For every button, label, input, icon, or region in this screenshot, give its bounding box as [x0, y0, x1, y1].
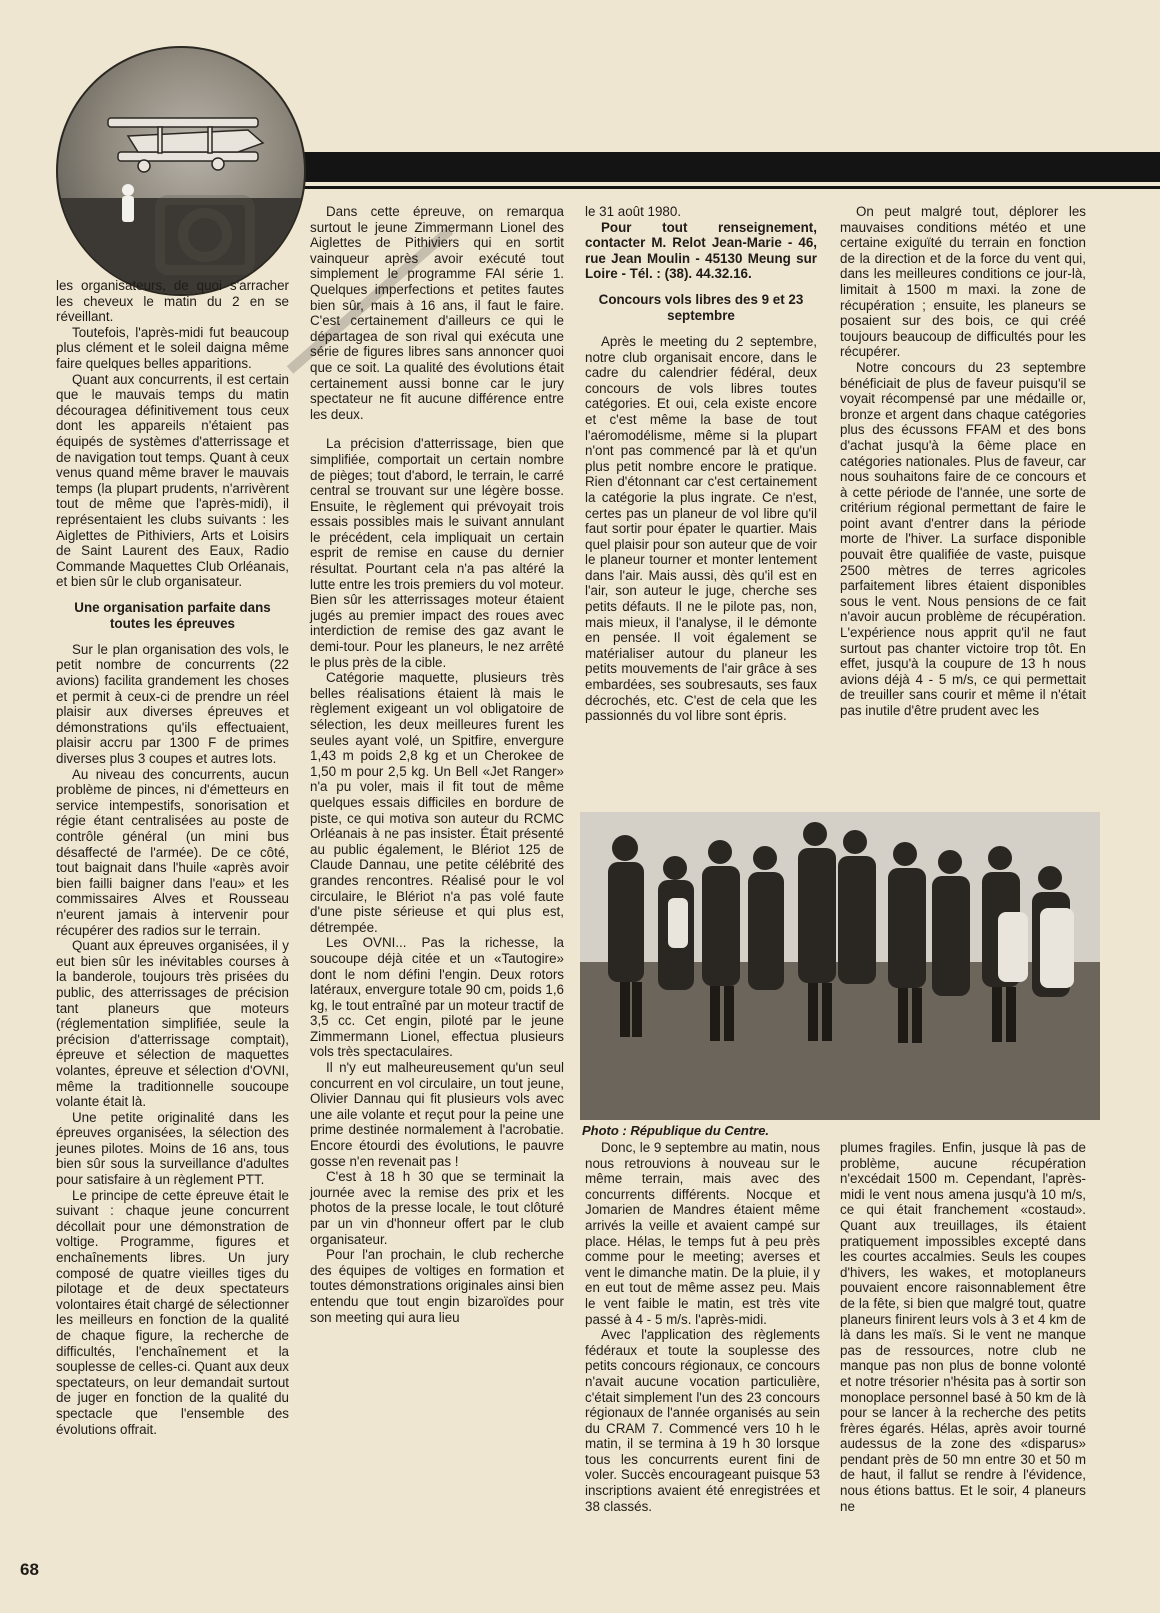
biplane-photo — [56, 46, 306, 296]
paragraph: Donc, le 9 septembre au matin, nous nous retrouvions à nouveau sur le même terrain, mais avec des concurrents différents. Nocque et Jomarien de Mandres étaient même arrivés la veille et avaient campé sur place. Hélas, le temps fut à peu près comme pour le meeting; averses et vent le dimanche matin. De la pluie, il y en eut tout de même assez peu. Mais le vent faible le matin, est très vite passé à 4 - 5 m/s. l'après-midi. — [585, 1140, 820, 1327]
paragraph: Quant aux épreuves organisées, il y eut bien sûr les inévitables courses à la banderole, toujours très prisées du public, des atterrissages de précision tant planeurs que moteurs (réglementation simplifiée, seule la précision d'atterrissage comptait), épreuve et sélection de maquettes volantes, épreuve et sélection d'OVNI, même la traditionnelle soucoupe volante était là. — [56, 938, 289, 1110]
contact-info: Pour tout renseignement, contacter M. Relot Jean-Marie - 46, rue Jean Moulin - 45130 Meung sur Loire - Tél. : (38). 44.32.16. — [585, 219, 817, 282]
paragraph: Pour l'an prochain, le club recherche des équipes de voltiges en formation et toutes démonstrations originales ainsi bien entendu que tout engin bizaroïdes pour son meeting qui aura lieu — [310, 1247, 564, 1325]
column-2 — [310, 204, 564, 1584]
photo-caption: Photo : République du Centre. — [582, 1123, 770, 1138]
paragraph: Le principe de cette épreuve était le suivant : chaque jeune concurrent décollait pour une démonstration de voltige. Programme, figures et enchaînements libres. Un jury composé de quatre vieilles tiges du pilotage et de deux spectateurs volontaires était chargé de sélectionner les meilleurs en fonction de la qualité de chaque figure, la recherche de difficultés, l'enchaînement et la souplesse de celles-ci. Quant aux deux spectateurs, on leur demandait surtout de juger en fonction de la qualité du spectacle que l'ensemble des évolutions offrait. — [56, 1187, 289, 1437]
header-rule — [300, 186, 1160, 189]
group-photo — [580, 812, 1100, 1120]
paragraph: Quant aux concurrents, il est certain que le mauvais temps du matin découragea définitivement tous ceux dont les appareils n'étaient pas équipés de systèmes d'atterrissage et de navigation tout temps. Quant à ceux venus quand même braver le mauvais temps (la plupart prudents, n'arrivèrent tout de même que l'après-midi), il représentaient les clubs suivants : les Aiglettes de Pithiviers, Arts et Loisirs de Saint Laurent des Eaux, Radio Commande Maquettes Club Orléanais, et bien sûr le club organisateur. — [56, 371, 289, 590]
paragraph: les organisateurs, de quoi s'arracher les cheveux le matin du 2 en se réveillant. — [56, 278, 289, 325]
paragraph: Il n'y eut malheureusement qu'un seul concurrent en vol circulaire, un tout jeune, Olivier Dannau qui fit plusieurs vols avec une aile volante et reçut pour la peine une prime destinée normalement à l'acrobatie. Encore étourdi des évolutions, le pauvre gosse n'en revenait pas ! — [310, 1060, 564, 1169]
section-heading: Une organisation parfaite dans toutes les épreuves — [74, 599, 271, 631]
paragraph: Notre concours du 23 septembre bénéficiait de plus de faveur puisqu'il se voyait récompensé par une médaille or, bronze et argent dans chaque catégories plus des écussons FFAM et des bons d'achat jusqu'à la 6ème place en catégories nationales. Plus de faveur, car nous souhaitons faire de ce concours et à cette période de l'année, une sorte de critérium régional permettant de faire le point avant d'entrer dans la période morte de l'hiver. La surface disponible pouvait être qualifiée de vaste, puisque 2500 mètres de terres agricoles parfaitement libres étaient disponibles sous le vent. Nous pensions de ce fait n'avoir aucun problème de récupération. L'expérience nous apprit qu'il ne faut surtout pas chanter victoire trop tôt. En effet, jusqu'à la coupure de 13 h nous avions déjà 4 - 5 m/s, ce qui permettait de treuiller sans courir et même il n'était pas inutile d'être prudent avec les — [840, 359, 1086, 718]
paragraph: Après le meeting du 2 septembre, notre club organisait encore, dans le cadre du calendrier fédéral, deux concours de vols libres toutes catégories. Et oui, cela existe encore et c'est même la base de tout l'aéromodélisme, même si la plupart n'ont pas commencé par là et qu'un plus petit nombre encore le pratique. Rien d'étonnant car c'est certainement la catégorie la plus ingrate. Ce n'est, certes pas un planeur de vol libre qu'il faut sortir pour épater le quartier. Mais quel plaisir pour son auteur que de voir le planeur tourner et monter lentement dans l'air. Mais aussi, dès qu'il est en l'air, son auteur le juge, cherche ses petits défauts. Il ne le pilote pas, non, mais mieux, il l'analyse, il le démonte en pensée. Il voit également se matérialiser autour du planeur les petits mouvements de l'air grâce à ses embardées, ses soubresauts, ses faux décrochés, etc. C'est de cela que les passionnés du vol libre sont épris. — [585, 333, 817, 724]
paragraph: Catégorie maquette, plusieurs très belles réalisations étaient là mais le règlement exigeant un vol obligatoire de sélection, les deux meilleures furent les seules ayant volé, un Spitfire, envergure 1,43 m poids 2,8 kg et un Cherokee de 1,50 m pour 2,5 kg. Un Bell «Jet Ranger» n'a pu voler, mais il fit tout de même quelques essais difficiles en bordure de piste, ce qui motiva son auteur du RCMC Orléanais à ne pas insister. Était présenté au public également, le Blériot 125 de Claude Dannau, une petite célébrité des grandes rencontres. Réalisé pour le vol circulaire, le Blériot n'a pas volé faute d'une piste sérieuse et qui plus est, détrempée. — [310, 670, 564, 935]
column-3-lower — [585, 1140, 820, 1580]
paragraph: Au niveau des concurrents, aucun problème de pinces, ni d'émetteurs en service intempestifs, sonorisation et régie étant centralisées au poste de contrôle général (un mini bus désaffecté de l'armée). De ce côté, tout baignait dans l'huile «après avoir bien failli baigner dans l'eau» et les commissaires Alves et Rousseau n'eurent jamais à intervenir pour récupérer des radios sur le terrain. — [56, 766, 289, 938]
paragraph: On peut malgré tout, déplorer les mauvaises conditions météo et une certaine exiguïté du terrain en fonction de la direction et de la force du vent qui, dans les meilleures conditions ce jour-là, limitait à 1500 m maxi. la zone de récupération ; ensuite, les planeurs se posaient sur des bois, ce qui créé toujours beaucoup de difficultés pour les récupérer. — [840, 204, 1086, 360]
paragraph: Les OVNI... Pas la richesse, la soucoupe déjà citée et un «Tautogire» dont le nom défini l'engin. Deux rotors latéraux, envergure totale 90 cm, poids 1,6 kg, le tout entraîné par un moteur tractif de 3,5 cc. Cet engin, piloté par le jeune Zimmermann Lionel, effectua plusieurs vols très spectaculaires. — [310, 935, 564, 1060]
column-3 — [585, 204, 817, 804]
paragraph: Sur le plan organisation des vols, le petit nombre de concurrents (22 avions) facilita grandement les choses et permit à ceux-ci de prendre un réel plaisir aux diverses épreuves et démonstrations qu'ils effectuaient, plaisir accru par 1300 F de primes diverses plus 3 coupes et autres lots. — [56, 641, 289, 767]
page-number: 68 — [20, 1560, 39, 1579]
header-band — [300, 152, 1160, 182]
paragraph: Une petite originalité dans les épreuves organisées, la sélection des jeunes pilotes. Moins de 16 ans, tous bien sûr sous la surveillance d'adultes pour satisfaire à un règlement PTT. — [56, 1109, 289, 1188]
paragraph: C'est à 18 h 30 que se terminait la journée avec la remise des prix et les photos de la presse locale, le tout clôturé par un vin d'honneur offert par le club organisateur. — [310, 1169, 564, 1247]
paragraph: Toutefois, l'après-midi fut beaucoup plus clément et le soleil daigna même faire quelques belles apparitions. — [56, 324, 289, 371]
column-4-lower — [840, 1140, 1086, 1580]
column-4 — [840, 204, 1086, 804]
column-1 — [56, 278, 289, 1578]
paragraph: La précision d'atterrissage, bien que simplifiée, comportait un certain nombre de pièges; tout d'abord, le terrain, le carré central se trouvant sur une légère bosse. Ensuite, le règlement qui prévoyait trois essais possibles mais le suivant annulant le précédent, cela impliquait un certain esprit de remise en cause du dernier résultat. Pourtant cela n'a pas altéré la lutte entre les trois premiers du vol moteur. Bien sûr les atterrissages moteur étaient jugés au premier impact des roues avec interdiction de remise des gaz avant le demi-tour. Pour les planeurs, le nez arrêté le plus près de la cible. — [310, 436, 564, 670]
section-heading: Concours vols libres des 9 et 23 septembre — [598, 291, 804, 323]
paragraph: Avec l'application des règlements fédéraux et toute la souplesse des petits concours régionaux, ce concours n'avait aucune vocation particulière, c'était simplement l'un des 23 concours régionaux de l'année organisés au sein du CRAM 7. Commencé vers 10 h le matin, il se termina à 19 h 30 lorsque tous les concurrents eurent fini de voler. Succès encourageant puisque 53 inscriptions avaient été enregistrées et 38 classés. — [585, 1327, 820, 1514]
paragraph: plumes fragiles. Enfin, jusque là pas de problème, aucune récupération n'excédait 1500 m. Cependant, l'après-midi le vent nous amena jusqu'à 10 m/s, ce qui était franchement «costaud». Quant aux treuillages, ils étaient pratiquement impossibles excepté dans les courtes accalmies. Seuls les coupes d'hivers, les wakes, et motoplaneurs pouvaient encore raisonnablement être de la fête, si bien que malgré tout, quatre planeurs finirent leurs vols à 3 et 4 km de là dans les maïs. Si le vent ne manque pas de ressources, notre club ne manque pas non plus de bonne volonté et notre trésorier n'hésita pas à sortir son monoplace personnel basé à 50 km de là pour se lancer à la recherche des petits frères égarés. Hélas, après avoir tourné audessus de la zone des «disparus» pendant près de 50 mn entre 30 et 50 m de haut, il fallut se rendre à l'évidence, nous étions battus. Et le soir, 4 planeurs ne — [840, 1140, 1086, 1514]
paragraph: Dans cette épreuve, on remarqua surtout le jeune Zimmermann Lionel des Aiglettes de Pithiviers qui en sortit vainqueur après avoir exécuté tout simplement le programme FAI série 1. Quelques imperfections et petites fautes bien sûr, mais à 16 ans, il faut le faire. C'est certainement d'ailleurs ce qui le départagea de son rival qui exécuta une série de figures libres sans annoncer quoi que ce soit. La qualité des évolutions était certainement aussi bonne car le jury spectateur ne fit aucune différence entre les deux. — [310, 204, 564, 422]
paragraph: le 31 août 1980. — [585, 204, 682, 219]
